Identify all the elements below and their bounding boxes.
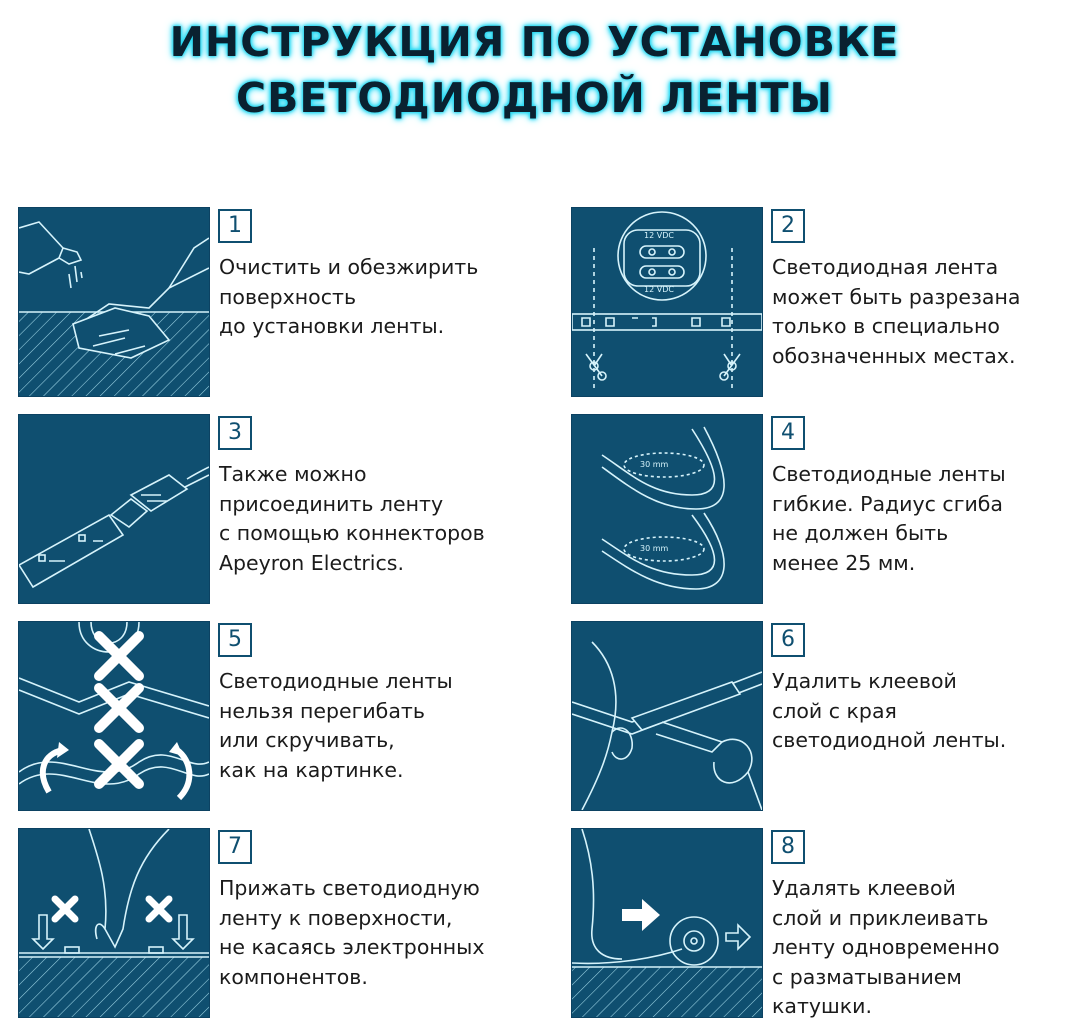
step-7 xyxy=(18,828,518,1018)
title-line-1: ИНСТРУКЦИЯ ПО УСТАНОВКЕ xyxy=(169,18,900,66)
step-number: 7 xyxy=(218,830,252,864)
step-number: 4 xyxy=(771,416,805,450)
step-text: Светодиодные ленты гибкие. Радиус сгиба не должен быть менее 25 мм. xyxy=(772,462,1006,575)
step-number: 1 xyxy=(218,209,252,243)
radius-label-1: 30 mm xyxy=(640,460,669,469)
step-4 xyxy=(571,414,1069,604)
step-1 xyxy=(18,207,518,397)
cleaning-surface-icon xyxy=(18,207,210,397)
step-text: Также можно присоединить ленту с помощью коннекторов Apeyron Electrics. xyxy=(219,462,485,575)
step-text: Прижать светодиодную ленту к поверхности, не касаясь электронных компонентов. xyxy=(219,876,485,989)
step-text: Светодиодные ленты нельзя перегибать или скручивать, как на картинке. xyxy=(219,669,453,782)
no-bending-icon xyxy=(18,621,210,811)
step-2 xyxy=(571,207,1069,397)
step-text: Удалить клеевой слой с края светодиодной ленты. xyxy=(772,669,1007,752)
radius-label-2: 30 mm xyxy=(640,544,669,553)
connector-icon xyxy=(18,414,210,604)
peel-adhesive-icon xyxy=(571,621,763,811)
step-text: Удалять клеевой слой и приклеивать ленту одновременно с разматыванием катушки. xyxy=(772,876,1000,1018)
step-3 xyxy=(18,414,518,604)
unroll-reel-icon xyxy=(571,828,763,1018)
step-number: 3 xyxy=(218,416,252,450)
step-number: 5 xyxy=(218,623,252,657)
step-number: 2 xyxy=(771,209,805,243)
title-line-2: СВЕТОДИОДНОЙ ЛЕНТЫ xyxy=(236,74,833,122)
bend-radius-icon xyxy=(571,414,763,604)
step-5 xyxy=(18,621,518,811)
cut-marks-icon xyxy=(571,207,763,397)
page-title xyxy=(0,14,1069,126)
voltage-label-bottom: 12 VDC xyxy=(644,285,674,294)
step-8 xyxy=(571,828,1069,1018)
step-text: Светодиодная лента может быть разрезана только в специально обозначенных местах. xyxy=(772,255,1021,368)
step-number: 8 xyxy=(771,830,805,864)
voltage-label-top: 12 VDC xyxy=(644,231,674,240)
step-number: 6 xyxy=(771,623,805,657)
step-text: Очистить и обезжирить поверхность до установки ленты. xyxy=(219,255,479,338)
press-strip-icon xyxy=(18,828,210,1018)
step-6 xyxy=(571,621,1069,811)
